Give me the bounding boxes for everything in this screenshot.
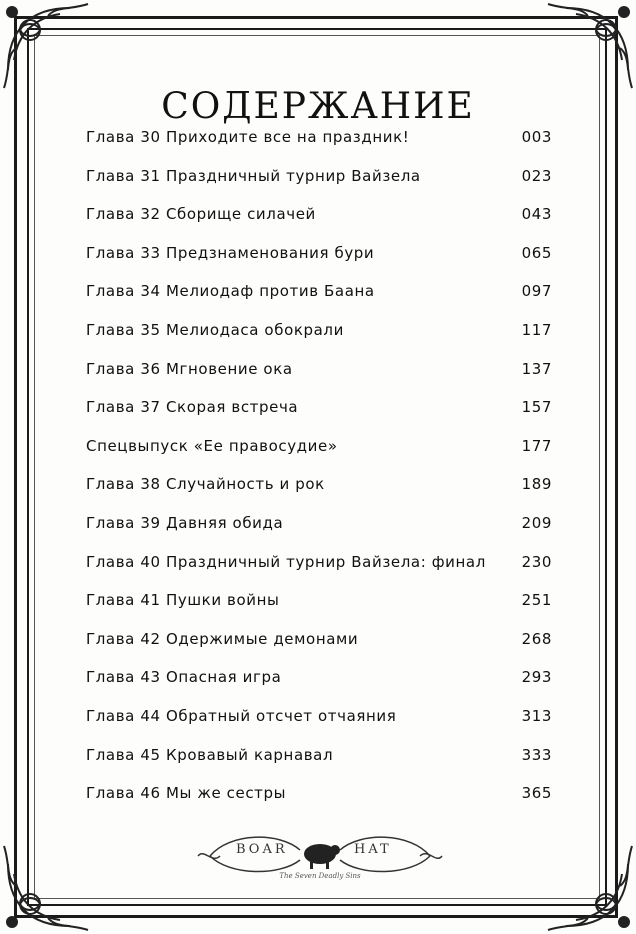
toc-entry: [86, 504, 552, 543]
toc-entry: [86, 195, 552, 234]
toc-entry-page: 209: [521, 513, 552, 532]
toc-entry-page: 137: [521, 359, 552, 378]
toc-entry-title: Глава 32 Сборище силачей: [86, 205, 316, 224]
logo-subtitle: The Seven Deadly Sins: [279, 872, 361, 880]
toc-entry: [86, 620, 552, 659]
toc-entry-page: 251: [521, 591, 552, 610]
toc-entry-title: Глава 30 Приходите все на праздник!: [86, 128, 410, 146]
toc-entry: [86, 311, 552, 350]
toc-entry: [86, 388, 552, 427]
toc-entry-title: Спецвыпуск «Ее правосудие»: [86, 436, 338, 455]
toc-entry-title: Глава 46 Мы же сестры: [86, 784, 287, 803]
toc-entry-title: Глава 38 Случайность и рок: [86, 475, 325, 494]
toc-entry: [86, 118, 552, 157]
toc-entry-title: Глава 40 Праздничный турнир Вайзела: финал: [86, 552, 486, 571]
toc-entry-title: Глава 42 Одержимые демонами: [86, 629, 359, 648]
toc-entry-page: 293: [521, 668, 552, 687]
toc-entry-page: 117: [521, 320, 552, 339]
toc-entry: [86, 427, 552, 466]
corner-ornament-icon: [0, 0, 90, 90]
toc-entry-title: Глава 37 Скорая встреча: [86, 398, 299, 417]
toc-entry-page: 097: [521, 282, 552, 301]
toc-entry-page: 365: [521, 784, 552, 803]
toc-entry-page: 023: [521, 166, 552, 185]
toc-entry-page: 003: [521, 128, 552, 146]
toc-entry-page: 177: [521, 436, 552, 455]
toc-entry: [86, 350, 552, 389]
toc-entry-title: Глава 44 Обратный отсчет отчаяния: [86, 706, 397, 725]
toc-entry-title: Глава 39 Давняя обида: [86, 513, 284, 532]
toc-entry-page: 043: [521, 205, 552, 224]
toc-entry: [86, 465, 552, 504]
toc-entry-title: Глава 34 Мелиодаф против Баана: [86, 282, 375, 301]
logo-text-left: BOAR: [236, 842, 288, 857]
corner-ornament-icon: [546, 0, 636, 90]
toc-entry-page: 313: [521, 706, 552, 725]
page-title: СОДЕРЖАНИЕ: [161, 86, 475, 128]
toc-entry-page: 189: [521, 475, 552, 494]
toc-entry-page: 157: [521, 398, 552, 417]
toc-entry-title: Глава 33 Предзнаменования бури: [86, 243, 375, 262]
toc-entry: [86, 272, 552, 311]
toc-entry-title: Глава 35 Мелиодаса обокрали: [86, 320, 344, 339]
toc-entry: [86, 581, 552, 620]
toc-entry: [86, 658, 552, 697]
toc-entry-page: 065: [521, 243, 552, 262]
logo-text-right: HAT: [354, 842, 392, 857]
corner-ornament-icon: [0, 844, 90, 934]
corner-ornament-icon: [546, 844, 636, 934]
toc-entry-title: Глава 43 Опасная игра: [86, 668, 282, 687]
boar-hat-emblem-icon: [190, 820, 450, 892]
toc-entry-title: Глава 45 Кровавый карнавал: [86, 745, 334, 764]
toc-entry-page: 333: [521, 745, 552, 764]
toc-entry: [86, 774, 552, 813]
toc-entry-page: 230: [521, 552, 552, 571]
toc-entry-title: Глава 41 Пушки войны: [86, 591, 280, 610]
boar-hat-logo: [190, 820, 450, 892]
table-of-contents: [86, 118, 552, 813]
toc-entry: [86, 543, 552, 582]
toc-entry: [86, 736, 552, 775]
toc-entry: [86, 157, 552, 196]
toc-entry-title: Глава 31 Праздничный турнир Вайзела: [86, 166, 421, 185]
toc-entry-title: Глава 36 Мгновение ока: [86, 359, 293, 378]
toc-entry: [86, 697, 552, 736]
toc-entry-page: 268: [521, 629, 552, 648]
toc-entry: [86, 234, 552, 273]
